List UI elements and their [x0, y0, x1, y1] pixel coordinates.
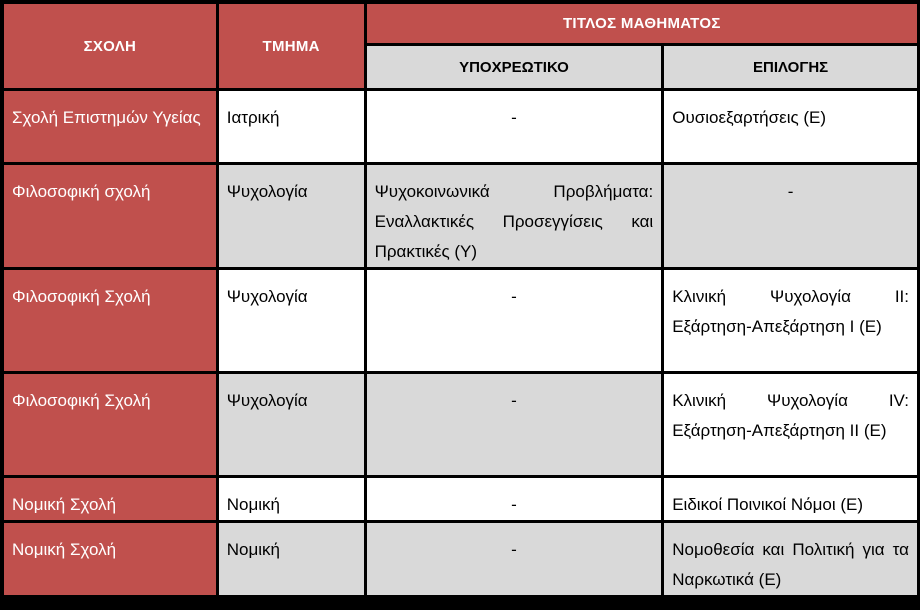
header-department: ΤΜΗΜΑ	[219, 4, 364, 88]
table-row	[4, 91, 917, 162]
table-row	[4, 478, 917, 520]
cell-department: Ψυχολογία	[219, 165, 364, 267]
cell-school: Νομική Σχολή	[4, 478, 216, 520]
cell-school: Φιλοσοφική Σχολή	[4, 270, 216, 371]
header-elective: ΕΠΙΛΟΓΗΣ	[664, 46, 917, 88]
cell-school: Φιλοσοφική σχολή	[4, 165, 216, 267]
table-row	[4, 523, 917, 595]
cell-elective: Νομοθεσία και Πολιτική για τα Ναρκωτικά (Ε)	[664, 523, 917, 595]
table-row	[4, 165, 917, 267]
cell-mandatory: -	[367, 478, 662, 520]
cell-elective: Ειδικοί Ποινικοί Νόμοι (Ε)	[664, 478, 917, 520]
cell-department: Ψυχολογία	[219, 374, 364, 475]
cell-school: Σχολή Επιστημών Υγείας	[4, 91, 216, 162]
course-table	[1, 1, 920, 598]
cell-mandatory: -	[367, 91, 662, 162]
header-course-title: ΤΙΤΛΟΣ ΜΑΘΗΜΑΤΟΣ	[367, 4, 917, 43]
header-school: ΣΧΟΛΗ	[4, 4, 216, 88]
cell-elective: Κλινική Ψυχολογία IV: Εξάρτηση-Απεξάρτηση ΙΙ (Ε)	[664, 374, 917, 475]
cell-mandatory: -	[367, 523, 662, 595]
table-row	[4, 374, 917, 475]
cell-department: Ιατρική	[219, 91, 364, 162]
cell-department: Νομική	[219, 478, 364, 520]
cell-elective: -	[664, 165, 917, 267]
table-row	[4, 270, 917, 371]
cell-department: Νομική	[219, 523, 364, 595]
cell-school: Φιλοσοφική Σχολή	[4, 374, 216, 475]
cell-elective: Ουσιοεξαρτήσεις (Ε)	[664, 91, 917, 162]
cell-mandatory: -	[367, 374, 662, 475]
cell-department: Ψυχολογία	[219, 270, 364, 371]
header-mandatory: ΥΠΟΧΡΕΩΤΙΚΟ	[367, 46, 662, 88]
cell-school: Νομική Σχολή	[4, 523, 216, 595]
cell-mandatory: Ψυχοκοινωνικά Προβλήματα: Εναλλακτικές Προσεγγίσεις και Πρακτικές (Υ)	[367, 165, 662, 267]
cell-elective: Κλινική Ψυχολογία ΙΙ: Εξάρτηση-Απεξάρτηση Ι (Ε)	[664, 270, 917, 371]
cell-mandatory: -	[367, 270, 662, 371]
